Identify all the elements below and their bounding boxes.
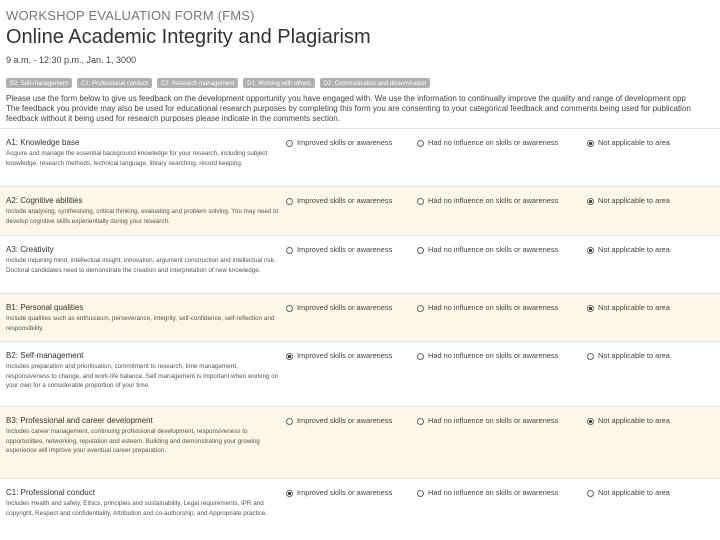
radio-button[interactable] — [417, 140, 424, 147]
form-eyebrow: WORKSHOP EVALUATION FORM (FMS) — [6, 8, 255, 23]
tag-list — [0, 78, 720, 88]
option-not-applicable[interactable] — [587, 488, 670, 540]
row-description: Include analysing, synthesising, critical thinking, evaluating and problem solving. You may need to develop cognitive skills experientially during your research. — [6, 208, 279, 225]
option-no-influence[interactable] — [417, 138, 587, 186]
evaluation-row-a2 — [0, 186, 720, 235]
radio-button[interactable] — [417, 198, 424, 205]
option-improved[interactable] — [286, 138, 417, 186]
option-no-influence[interactable] — [417, 351, 587, 406]
option-label: Had no influence on skills or awareness — [428, 245, 559, 254]
row-title: A1: Knowledge base — [6, 138, 80, 147]
radio-button[interactable] — [587, 247, 594, 254]
evaluation-row-b1 — [0, 293, 720, 341]
intro-line: Please use the form below to give us feedback on the development opportunity you have engaged with. We use the information to continually improve the quality and range of development opp — [6, 94, 686, 103]
evaluation-row-a1 — [0, 128, 720, 186]
option-label: Had no influence on skills or awareness — [428, 138, 559, 147]
option-label: Not applicable to area — [598, 196, 670, 205]
option-label: Not applicable to area — [598, 488, 670, 497]
radio-button[interactable] — [286, 247, 293, 254]
radio-button[interactable] — [286, 490, 293, 497]
option-label: Improved skills or awareness — [297, 245, 393, 254]
row-title: A3: Creativity — [6, 245, 54, 254]
evaluation-rows — [0, 128, 720, 540]
radio-button[interactable] — [587, 418, 594, 425]
option-label: Had no influence on skills or awareness — [428, 488, 559, 497]
option-label: Not applicable to area — [598, 303, 670, 312]
radio-button[interactable] — [286, 353, 293, 360]
radio-button[interactable] — [587, 353, 594, 360]
option-improved[interactable] — [286, 196, 417, 235]
row-description: Includes preparation and prioritisation, commitment to research, time management, responsiveness to change, and work-life balance. Self management is important when working on your own for a considerable proportion of your time. — [6, 363, 279, 389]
option-label: Had no influence on skills or awareness — [428, 196, 559, 205]
row-title: B2: Self-management — [6, 351, 84, 360]
intro-line: feedback without it being used for research purposes please indicate in the comments section. — [6, 114, 340, 123]
radio-button[interactable] — [417, 418, 424, 425]
option-not-applicable[interactable] — [587, 303, 670, 341]
row-options — [286, 129, 720, 186]
radio-button[interactable] — [417, 490, 424, 497]
option-label: Improved skills or awareness — [297, 303, 393, 312]
option-improved[interactable] — [286, 351, 417, 406]
row-description: Includes Health and safety, Ethics, principles and sustainability, Legal requirements, IPR and copyright, Respect and confidentiality, Attribution and co-authorship, and Appropriate practice. — [6, 500, 268, 517]
radio-button[interactable] — [286, 418, 293, 425]
evaluation-row-c1 — [0, 478, 720, 540]
intro-line: The feedback you provide may also be used for educational research purposes by completing this form you are consenting to your categorical feedback and comments being used for publication — [6, 104, 691, 113]
option-label: Not applicable to area — [598, 416, 670, 425]
radio-button[interactable] — [286, 140, 293, 147]
intro-text — [0, 88, 720, 124]
row-options — [286, 342, 720, 406]
option-no-influence[interactable] — [417, 488, 587, 540]
page-title: Online Academic Integrity and Plagiarism — [6, 26, 371, 48]
row-options — [286, 479, 720, 540]
row-options — [286, 407, 720, 478]
tag-c2[interactable]: C2: Research management — [157, 78, 238, 88]
radio-button[interactable] — [417, 247, 424, 254]
tag-c1[interactable]: C1: Professional conduct — [77, 78, 152, 88]
option-label: Improved skills or awareness — [297, 196, 393, 205]
option-not-applicable[interactable] — [587, 196, 670, 235]
radio-button[interactable] — [417, 305, 424, 312]
radio-button[interactable] — [286, 305, 293, 312]
radio-button[interactable] — [587, 140, 594, 147]
radio-button[interactable] — [587, 198, 594, 205]
option-no-influence[interactable] — [417, 196, 587, 235]
row-description: Acquire and manage the essential background knowledge for your research, including subject knowledge, research methods, technical language, library searching, record keeping. — [6, 150, 268, 167]
evaluation-row-b2 — [0, 341, 720, 406]
option-label: Had no influence on skills or awareness — [428, 351, 559, 360]
option-label: Improved skills or awareness — [297, 138, 393, 147]
option-no-influence[interactable] — [417, 416, 587, 478]
option-no-influence[interactable] — [417, 303, 587, 341]
option-improved[interactable] — [286, 303, 417, 341]
option-not-applicable[interactable] — [587, 416, 670, 478]
tag-b2[interactable]: B2: Self-management — [6, 78, 72, 88]
option-not-applicable[interactable] — [587, 245, 670, 293]
option-no-influence[interactable] — [417, 245, 587, 293]
row-options — [286, 294, 720, 341]
option-improved[interactable] — [286, 416, 417, 478]
evaluation-row-b3 — [0, 406, 720, 478]
option-label: Had no influence on skills or awareness — [428, 303, 559, 312]
radio-button[interactable] — [587, 490, 594, 497]
tag-d1[interactable]: D1: Working with others — [243, 78, 315, 88]
tag-d2[interactable]: D2: Communication and dissemination — [320, 78, 431, 88]
row-options — [286, 187, 720, 235]
option-label: Had no influence on skills or awareness — [428, 416, 559, 425]
option-label: Not applicable to area — [598, 138, 670, 147]
session-time: 9 a.m. - 12:30 p.m., Jan. 1, 3000 — [6, 55, 137, 65]
option-improved[interactable] — [286, 245, 417, 293]
option-label: Not applicable to area — [598, 351, 670, 360]
row-description: Includes career management, continuing professional development, responsiveness to opportunities, networking, reputation and esteem. Building and demonstrating your growing experience will improve your eventual career preparation. — [6, 428, 260, 454]
radio-button[interactable] — [417, 353, 424, 360]
radio-button[interactable] — [286, 198, 293, 205]
option-label: Improved skills or awareness — [297, 416, 393, 425]
row-options — [286, 236, 720, 293]
row-title: C1: Professional conduct — [6, 488, 95, 497]
option-not-applicable[interactable] — [587, 351, 670, 406]
option-improved[interactable] — [286, 488, 417, 540]
row-title: B3: Professional and career development — [6, 416, 153, 425]
option-label: Not applicable to area — [598, 245, 670, 254]
evaluation-row-a3 — [0, 235, 720, 293]
row-description: Include qualities such as enthusiasm, perseverance, integrity, self-confidence, self-reflection and responsibility. — [6, 315, 275, 332]
form-header — [0, 0, 720, 66]
row-title: A2: Cognitive abilities — [6, 196, 83, 205]
option-label: Improved skills or awareness — [297, 351, 393, 360]
row-title: B1: Personal qualities — [6, 303, 84, 312]
radio-button[interactable] — [587, 305, 594, 312]
option-label: Improved skills or awareness — [297, 488, 393, 497]
row-description: Include inquiring mind, intellectual insight, innovation, argument construction and intellectual risk. Doctoral candidates need to demonstrate the creation and interpretation of new knowledge. — [6, 257, 276, 274]
option-not-applicable[interactable] — [587, 138, 670, 186]
